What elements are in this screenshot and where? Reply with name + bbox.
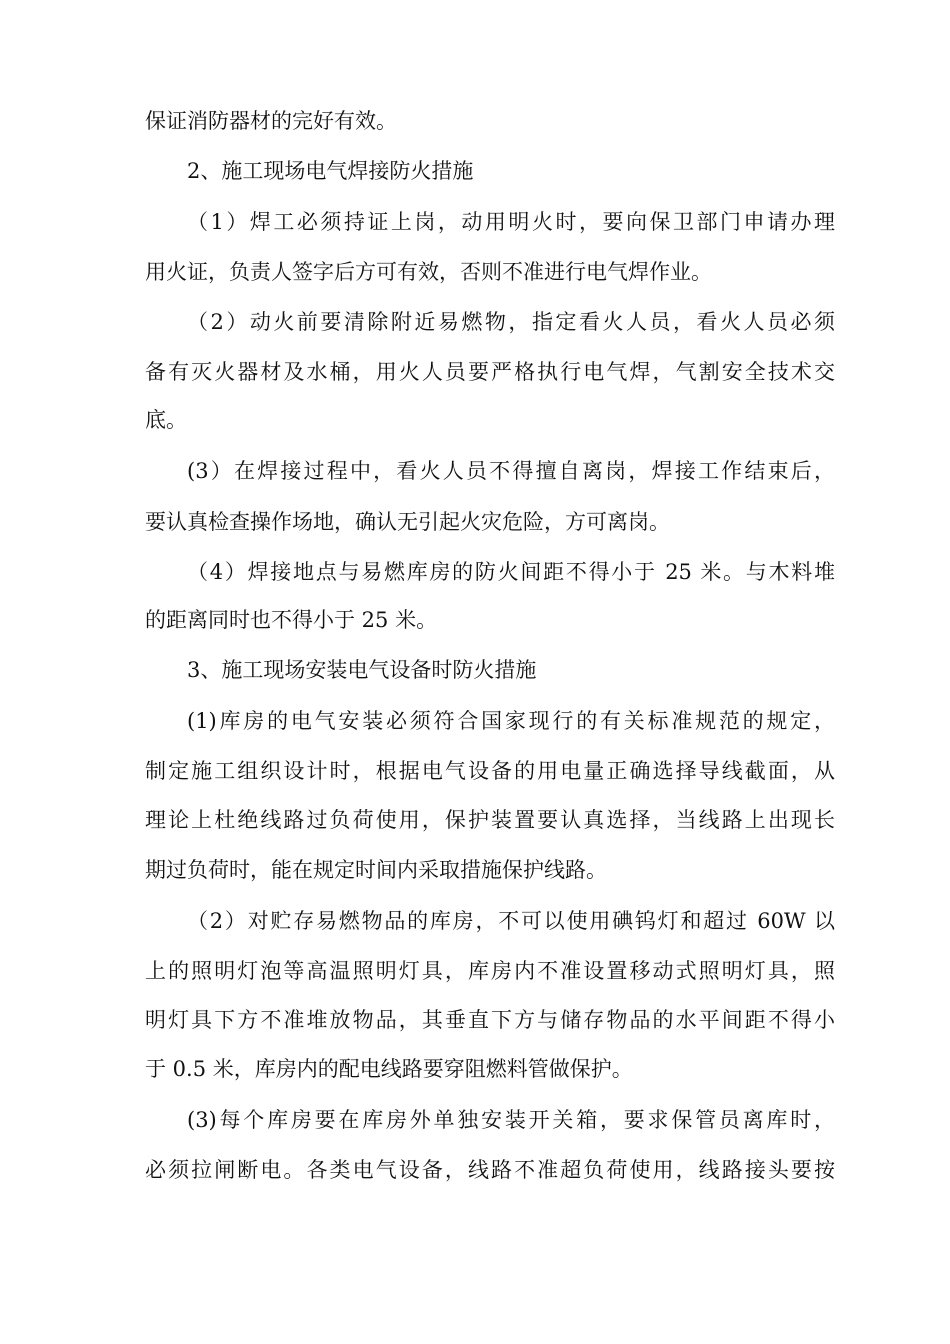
paragraph-line: （2）对贮存易燃物品的库房，不可以使用碘钨灯和超过 60W 以	[187, 909, 835, 933]
paragraph-line: （1）焊工必须持证上岗，动用明火时，要向保卫部门申请办理	[187, 210, 835, 234]
paragraph-line: 用火证，负责人签字后方可有效，否则不准进行电气焊作业。	[145, 260, 712, 284]
paragraph-line: 保证消防器材的完好有效。	[145, 109, 397, 133]
paragraph-line: (3)每个库房要在库房外单独安装开关箱，要求保管员离库时，	[187, 1108, 835, 1132]
paragraph-line: 备有灭火器材及水桶，用火人员要严格执行电气焊，气割安全技术交	[145, 360, 835, 384]
paragraph-line: 底。	[145, 408, 187, 432]
paragraph-line: 上的照明灯泡等高温照明灯具，库房内不准设置移动式照明灯具，照	[145, 959, 835, 983]
paragraph-line: 要认真检查操作场地，确认无引起火灾危险，方可离岗。	[145, 510, 670, 534]
paragraph-line: （2）动火前要清除附近易燃物，指定看火人员，看火人员必须	[187, 310, 835, 334]
paragraph-line: 于 0.5 米，库房内的配电线路要穿阻燃料管做保护。	[145, 1057, 633, 1081]
paragraph-line: （4）焊接地点与易燃库房的防火间距不得小于 25 米。与木料堆	[187, 560, 835, 584]
paragraph-line: 制定施工组织设计时，根据电气设备的用电量正确选择导线截面，从	[145, 759, 835, 783]
paragraph-line: (3）在焊接过程中，看火人员不得擅自离岗，焊接工作结束后，	[187, 459, 835, 483]
paragraph-line: 的距离同时也不得小于 25 米。	[145, 608, 438, 632]
section-heading: 2、施工现场电气焊接防火措施	[187, 159, 474, 183]
paragraph-line: 理论上杜绝线路过负荷使用，保护装置要认真选择，当线路上出现长	[145, 808, 835, 832]
section-heading: 3、施工现场安装电气设备时防火措施	[187, 658, 537, 682]
paragraph-line: 期过负荷时，能在规定时间内采取措施保护线路。	[145, 858, 607, 882]
paragraph-line: 必须拉闸断电。各类电气设备，线路不准超负荷使用，线路接头要按	[145, 1158, 835, 1182]
paragraph-line: (1)库房的电气安装必须符合国家现行的有关标准规范的规定，	[187, 709, 835, 733]
paragraph-line: 明灯具下方不准堆放物品，其垂直下方与储存物品的水平间距不得小	[145, 1008, 835, 1032]
